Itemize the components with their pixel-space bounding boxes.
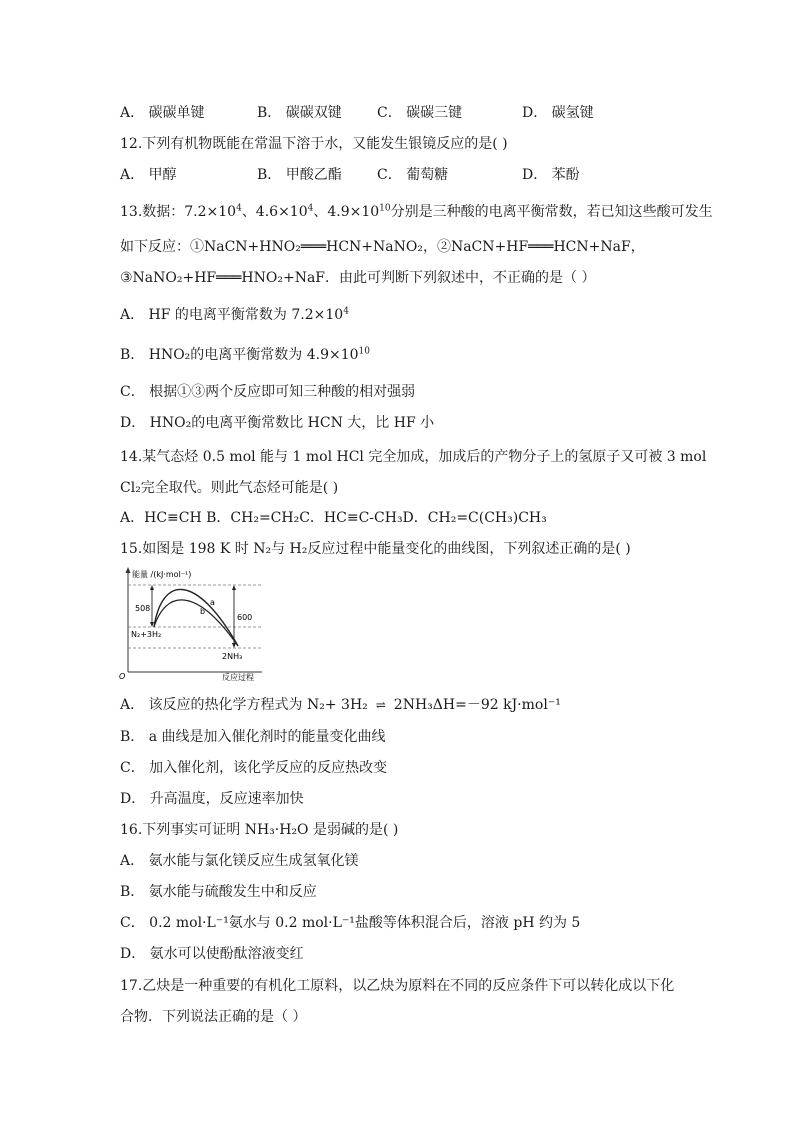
q16-option-c: C． 0.2 mol·L⁻¹氨水与 0.2 mol·L⁻¹盐酸等体积混合后，溶液 pH 约为 5 xyxy=(120,915,581,931)
q14-stem-line2: Cl₂完全取代。则此气态烃可能是( ) xyxy=(120,480,339,496)
q12-stem: 12.下列有机物既能在常温下溶于水，又能发生银镜反应的是( ) xyxy=(120,136,508,152)
q11-option-d: D． 碳氢键 xyxy=(522,105,594,121)
q12-option-b: B． 甲酸乙酯 xyxy=(257,167,342,183)
q11-option-a: A． 碳碳单键 xyxy=(120,105,205,121)
q16-stem: 16.下列事实可证明 NH₃·H₂O 是弱碱的是( ) xyxy=(120,822,399,838)
origin-label: O xyxy=(119,672,126,681)
q11-options xyxy=(120,103,594,123)
q14-stem-line1: 14.某气态烃 0.5 mol 能与 1 mol HCl 完全加成，加成后的产物分子上的氢原子又可被 3 mol xyxy=(120,449,707,465)
q16-option-b: B． 氨水能与硫酸发生中和反应 xyxy=(120,884,317,900)
q12-option-a: A． 甲醇 xyxy=(120,167,177,183)
q15-option-a: A． 该反应的热化学方程式为 N₂+ 3H₂ ⇌ 2NH₃ΔH=－92 kJ·mol⁻¹ xyxy=(120,697,561,713)
q15-option-b: B． a 曲线是加入催化剂时的能量变化曲线 xyxy=(120,729,386,745)
q12-option-c: C． 葡萄糖 xyxy=(377,167,449,183)
curve-a-label: a xyxy=(210,598,215,607)
energy-diagram xyxy=(118,566,266,682)
curve-b-label: b xyxy=(200,607,206,616)
q12-option-d: D． 苯酚 xyxy=(522,167,580,183)
curve-b xyxy=(154,600,238,646)
q11-option-c: C． 碳碳三键 xyxy=(377,105,463,121)
q16-option-a: A． 氨水能与氯化镁反应生成氢氧化镁 xyxy=(120,853,359,869)
q13-option-b: B． HNO₂的电离平衡常数为 $4.9\times 10^{10}$ xyxy=(120,346,370,363)
y-axis-arrow-icon xyxy=(126,567,131,573)
label-600: 600 xyxy=(237,613,253,622)
reactants-label: N₂+3H₂ xyxy=(131,630,162,639)
product-label: 2NH₃ xyxy=(222,652,243,661)
q13-stem-line2: 如下反应：①NaCN+HNO₂═══HCN+NaNO₂，②NaCN+HF═══HCN+NaF， xyxy=(120,239,645,255)
q13-option-a: A． HF 的电离平衡常数为 $7.2\times 10^4$ xyxy=(120,306,349,323)
x-axis-label: 反应过程 xyxy=(222,673,254,682)
q12-options xyxy=(120,165,580,185)
q15-option-c: C． 加入催化剂，该化学反应的反应热改变 xyxy=(120,760,388,776)
y-axis-label: 能量 /(kJ·mol⁻¹) xyxy=(132,570,192,579)
q13-stem-line3: ③NaNO₂+HF═══HNO₂+NaF．由此可判断下列叙述中，不正确的是（ ） xyxy=(120,270,596,286)
curve-a xyxy=(154,589,238,646)
q17-stem-line2: 合物．下列说法正确的是（ ） xyxy=(120,1009,307,1025)
q11-option-b: B． 碳碳双键 xyxy=(257,105,342,121)
q13-stem-line1: 13.数据：$7.2\times 10^4$、$4.6\times 10^4$、$4.9\times 10^{10}$分别是三种酸的电离平衡常数，若已知这些酸可发生 xyxy=(120,203,713,220)
label-508: 508 xyxy=(135,604,151,613)
q16-option-d: D． 氨水可以使酚酞溶液变红 xyxy=(120,946,304,962)
equilibrium-arrow-icon: ⇌ xyxy=(375,698,386,712)
q15-stem: 15.如图是 198 K 时 N₂与 H₂反应过程中能量变化的曲线图，下列叙述正确的是( ) xyxy=(120,541,631,557)
q13-option-c: C． 根据①③两个反应即可知三种酸的相对强弱 xyxy=(120,384,416,400)
q15-option-d: D． 升高温度，反应速率加快 xyxy=(120,791,304,807)
q14-options: A．HC≡CH B．CH₂=CH₂C．HC≡C-CH₃D．CH₂=C(CH₃)CH₃ xyxy=(120,510,547,526)
q13-option-d: D． HNO₂的电离平衡常数比 HCN 大，比 HF 小 xyxy=(120,415,435,431)
q17-stem-line1: 17.乙炔是一种重要的有机化工原料，以乙炔为原料在不同的反应条件下可以转化成以下化 xyxy=(120,978,675,994)
